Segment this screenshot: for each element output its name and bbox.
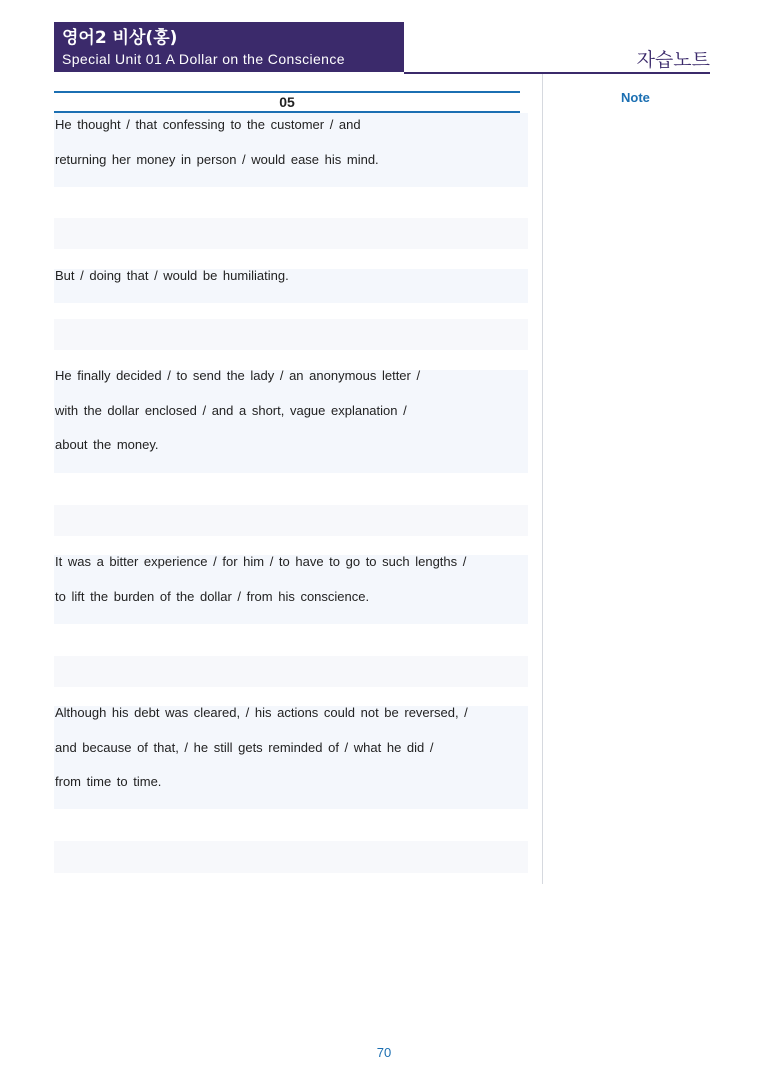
sentence-line: But / doing that / would be humiliating. [55,268,289,283]
sentence-line: returning her money in person / would ease his mind. [55,152,379,167]
header-title-box [54,22,404,72]
sentence-line: with the dollar enclosed / and a short, vague explanation / [55,403,407,418]
sentence-line: about the money. [55,437,159,452]
book-title: 영어2 비상(홍) [62,28,178,48]
sentence-block-1 [54,113,528,187]
sentence-block-5 [54,706,528,809]
sentence-block-3 [54,370,528,473]
sentence-line: Although his debt was cleared, / his actions could not be reversed, / [55,705,468,720]
sentence-line: to lift the burden of the dollar / from his conscience. [55,589,370,604]
writing-space [54,319,528,350]
note-label: Note [621,90,650,105]
header-rule [404,72,710,74]
sentence-line: He thought / that confessing to the customer / and [55,117,361,132]
sentence-block-2 [54,269,528,303]
unit-subtitle: Special Unit 01 A Dollar on the Conscience [62,51,345,67]
sentence-line: It was a bitter experience / for him / to have to go to such lengths / [55,554,467,569]
writing-space [54,841,528,873]
column-divider [542,74,543,884]
writing-space [54,505,528,536]
sentence-block-4 [54,555,528,624]
writing-space [54,218,528,249]
study-notes-label: 자습노트 [636,49,710,71]
section-number: 05 [54,91,520,113]
page-number: 70 [376,1045,392,1060]
sentence-line: and because of that, / he still gets reminded of / what he did / [55,740,434,755]
sentence-line: from time to time. [55,774,162,789]
sentence-line: He finally decided / to send the lady / an anonymous letter / [55,368,421,383]
writing-space [54,656,528,687]
